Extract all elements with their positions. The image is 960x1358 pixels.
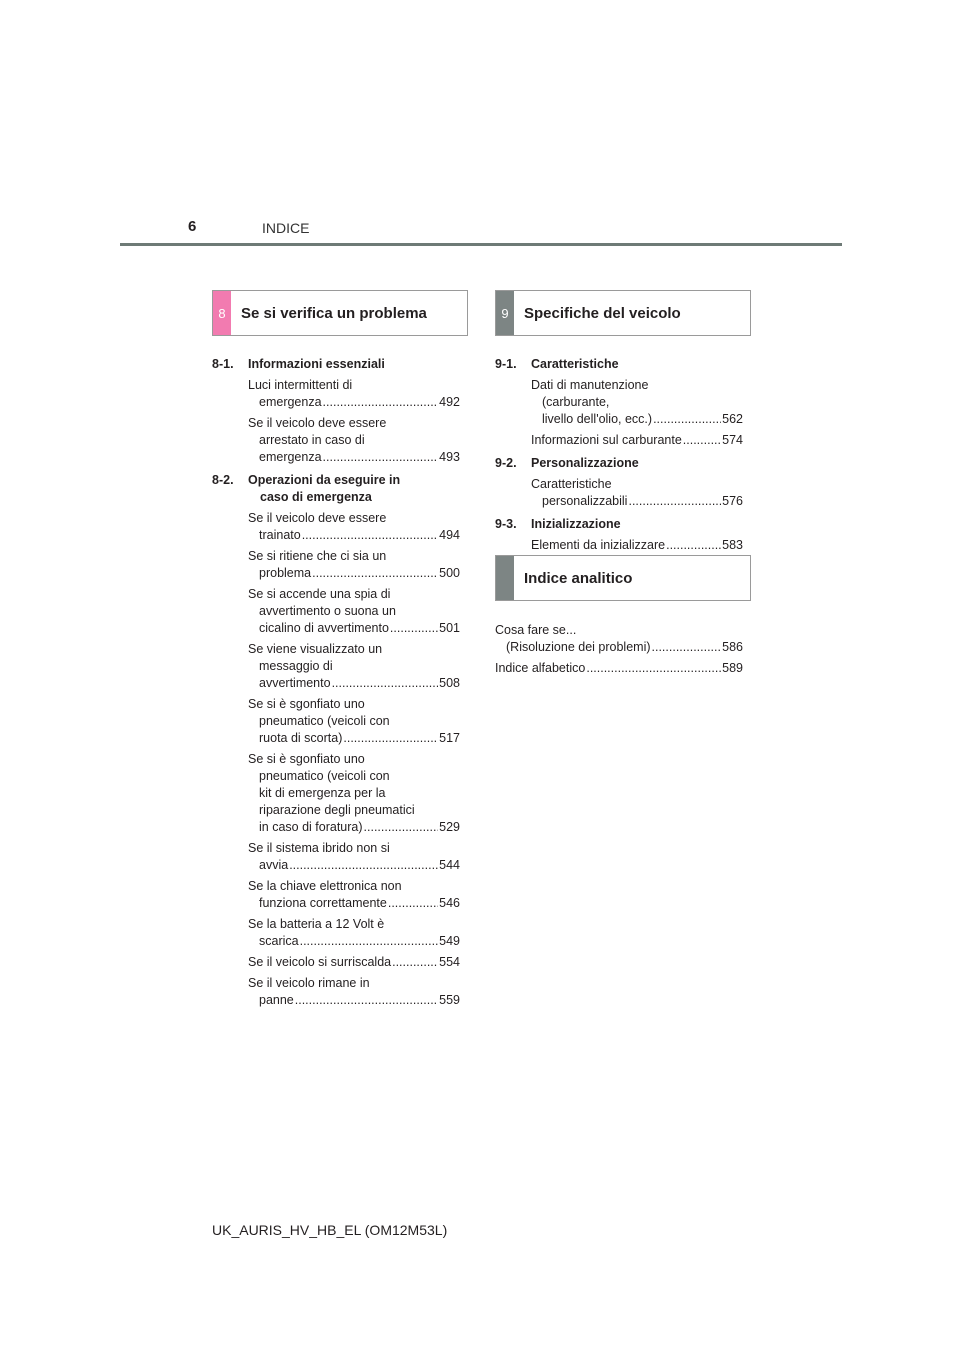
entry-text: personalizzabili xyxy=(542,494,628,508)
chapter-title: Caratteristiche xyxy=(531,357,619,371)
entry-text: emergenza xyxy=(259,450,322,464)
section-9-title: Specifiche del veicolo xyxy=(524,304,681,322)
toc-column-left xyxy=(212,353,460,1009)
page-header-title: INDICE xyxy=(262,220,310,236)
page-ref: 562 xyxy=(722,412,743,426)
toc-entry[interactable] xyxy=(531,377,743,428)
entry-text: cicalino di avvertimento xyxy=(259,621,389,635)
toc-column-right xyxy=(495,353,743,554)
toc-entry[interactable] xyxy=(248,916,460,950)
entry-text: Dati di manutenzione xyxy=(531,378,649,392)
page-ref: 559 xyxy=(439,993,460,1007)
toc-entry[interactable] xyxy=(248,510,460,544)
entry-text: Se si è sgonfiato uno xyxy=(248,752,365,766)
page-ref: 554 xyxy=(439,955,460,969)
leader-dots xyxy=(666,537,721,554)
chapter-8-2[interactable] xyxy=(212,472,460,506)
entry-text: in caso di foratura) xyxy=(259,820,363,834)
entry-text: (carburante, xyxy=(542,395,610,409)
toc-entry[interactable] xyxy=(248,878,460,912)
toc-entry[interactable] xyxy=(248,641,460,692)
leader-dots xyxy=(390,620,438,637)
leader-dots xyxy=(628,493,721,510)
entry-text: Se il veicolo si surriscalda xyxy=(248,955,392,969)
entry-text: messaggio di xyxy=(259,659,333,673)
page-ref: 517 xyxy=(439,731,460,745)
entry-text: avvertimento o suona un xyxy=(259,604,396,618)
entry-text: avvia xyxy=(259,858,289,872)
toc-entry[interactable] xyxy=(248,751,460,836)
entry-text: kit di emergenza per la xyxy=(259,786,386,800)
toc-entry[interactable] xyxy=(248,954,460,971)
page-ref: 492 xyxy=(439,395,460,409)
chapter-title: Personalizzazione xyxy=(531,456,639,470)
chapter-number: 8-2. xyxy=(212,473,234,487)
leader-dots xyxy=(312,565,438,582)
entry-text: pneumatico (veicoli con xyxy=(259,714,390,728)
index-section-title: Indice analitico xyxy=(524,569,633,587)
header-rule xyxy=(120,243,842,246)
page-ref: 494 xyxy=(439,528,460,542)
index-entry[interactable] xyxy=(495,660,743,677)
entry-text: ruota di scorta) xyxy=(259,731,343,745)
chapter-number: 8-1. xyxy=(212,357,234,371)
entry-text: Se la chiave elettronica non xyxy=(248,879,402,893)
entry-text: Se si è sgonfiato uno xyxy=(248,697,365,711)
page-ref: 508 xyxy=(439,676,460,690)
entry-text: Se il veicolo rimane in xyxy=(248,976,370,990)
entry-text: funziona correttamente xyxy=(259,896,387,910)
index-section-tab xyxy=(496,556,514,600)
leader-dots xyxy=(364,819,439,836)
leader-dots xyxy=(332,675,439,692)
leader-dots xyxy=(653,411,721,428)
leader-dots xyxy=(302,527,438,544)
leader-dots xyxy=(683,432,721,449)
chapter-number: 9-1. xyxy=(495,357,517,371)
entry-text: Se il sistema ibrido non si xyxy=(248,841,390,855)
entry-text: riparazione degli pneumatici xyxy=(259,803,415,817)
page-ref: 586 xyxy=(722,640,743,654)
entry-text: Caratteristiche xyxy=(531,477,612,491)
toc-entry[interactable] xyxy=(248,840,460,874)
leader-dots xyxy=(388,895,438,912)
section-9-tab: 9 xyxy=(496,291,514,335)
section-9-header[interactable] xyxy=(495,290,751,336)
toc-entry[interactable] xyxy=(248,377,460,411)
entry-text: Se il veicolo deve essere xyxy=(248,511,387,525)
page-ref: 574 xyxy=(722,433,743,447)
entry-text: Se il veicolo deve essere xyxy=(248,416,387,430)
toc-entry[interactable] xyxy=(248,975,460,1009)
entry-text: problema xyxy=(259,566,312,580)
toc-entry[interactable] xyxy=(531,476,743,510)
chapter-9-3[interactable] xyxy=(495,516,743,533)
entry-text: scarica xyxy=(259,934,299,948)
leader-dots xyxy=(392,954,438,971)
leader-dots xyxy=(652,639,722,656)
index-section-header[interactable] xyxy=(495,555,751,601)
entry-text: Se si ritiene che ci sia un xyxy=(248,549,387,563)
page-ref: 500 xyxy=(439,566,460,580)
page-ref: 583 xyxy=(722,538,743,552)
chapter-number: 9-3. xyxy=(495,517,517,531)
leader-dots xyxy=(295,992,438,1009)
document-code: UK_AURIS_HV_HB_EL (OM12M53L) xyxy=(212,1222,448,1238)
entry-text: Se la batteria a 12 Volt è xyxy=(248,917,385,931)
page-ref: 549 xyxy=(439,934,460,948)
entry-text: Elementi da inizializzare xyxy=(531,538,666,552)
index-entries xyxy=(495,618,743,677)
page-ref: 493 xyxy=(439,450,460,464)
entry-text: avvertimento xyxy=(259,676,331,690)
chapter-9-1[interactable] xyxy=(495,356,743,373)
page-ref: 544 xyxy=(439,858,460,872)
page-ref: 576 xyxy=(722,494,743,508)
chapter-title: Informazioni essenziali xyxy=(248,357,385,371)
entry-text: emergenza xyxy=(259,395,322,409)
toc-entry[interactable] xyxy=(248,415,460,466)
entry-text: arrestato in caso di xyxy=(259,433,365,447)
entry-text: Se si accende una spia di xyxy=(248,587,391,601)
entry-text: Luci intermittenti di xyxy=(248,378,353,392)
page-ref: 501 xyxy=(439,621,460,635)
section-8-title: Se si verifica un problema xyxy=(241,304,427,322)
section-8-tab: 8 xyxy=(213,291,231,335)
toc-entry[interactable] xyxy=(531,432,743,449)
section-8-header[interactable] xyxy=(212,290,468,336)
entry-text: panne xyxy=(259,993,294,1007)
leader-dots xyxy=(586,660,721,677)
page-ref: 546 xyxy=(439,896,460,910)
chapter-9-2[interactable] xyxy=(495,455,743,472)
chapter-title: Operazioni da eseguire in xyxy=(248,473,401,487)
page-number: 6 xyxy=(188,218,197,235)
index-entry[interactable] xyxy=(495,622,743,656)
entry-text: Se viene visualizzato un xyxy=(248,642,383,656)
toc-entry[interactable] xyxy=(531,537,743,554)
toc-entry[interactable] xyxy=(248,548,460,582)
leader-dots xyxy=(323,394,439,411)
toc-entry[interactable] xyxy=(248,696,460,747)
chapter-8-1[interactable] xyxy=(212,356,460,373)
leader-dots xyxy=(323,449,439,466)
chapter-title: Inizializzazione xyxy=(531,517,621,531)
leader-dots xyxy=(300,933,439,950)
entry-text: Indice alfabetico xyxy=(495,661,586,675)
entry-text: Cosa fare se... xyxy=(495,623,577,637)
page-ref: 589 xyxy=(722,661,743,675)
entry-text: pneumatico (veicoli con xyxy=(259,769,390,783)
entry-text: trainato xyxy=(259,528,301,542)
chapter-title: caso di emergenza xyxy=(260,490,372,504)
page-ref: 529 xyxy=(439,820,460,834)
entry-text: Informazioni sul carburante xyxy=(531,433,682,447)
toc-entry[interactable] xyxy=(248,586,460,637)
leader-dots xyxy=(343,730,438,747)
entry-text: (Risoluzione dei problemi) xyxy=(506,640,651,654)
chapter-number: 9-2. xyxy=(495,456,517,470)
leader-dots xyxy=(289,857,438,874)
entry-text: livello dell'olio, ecc.) xyxy=(542,412,653,426)
